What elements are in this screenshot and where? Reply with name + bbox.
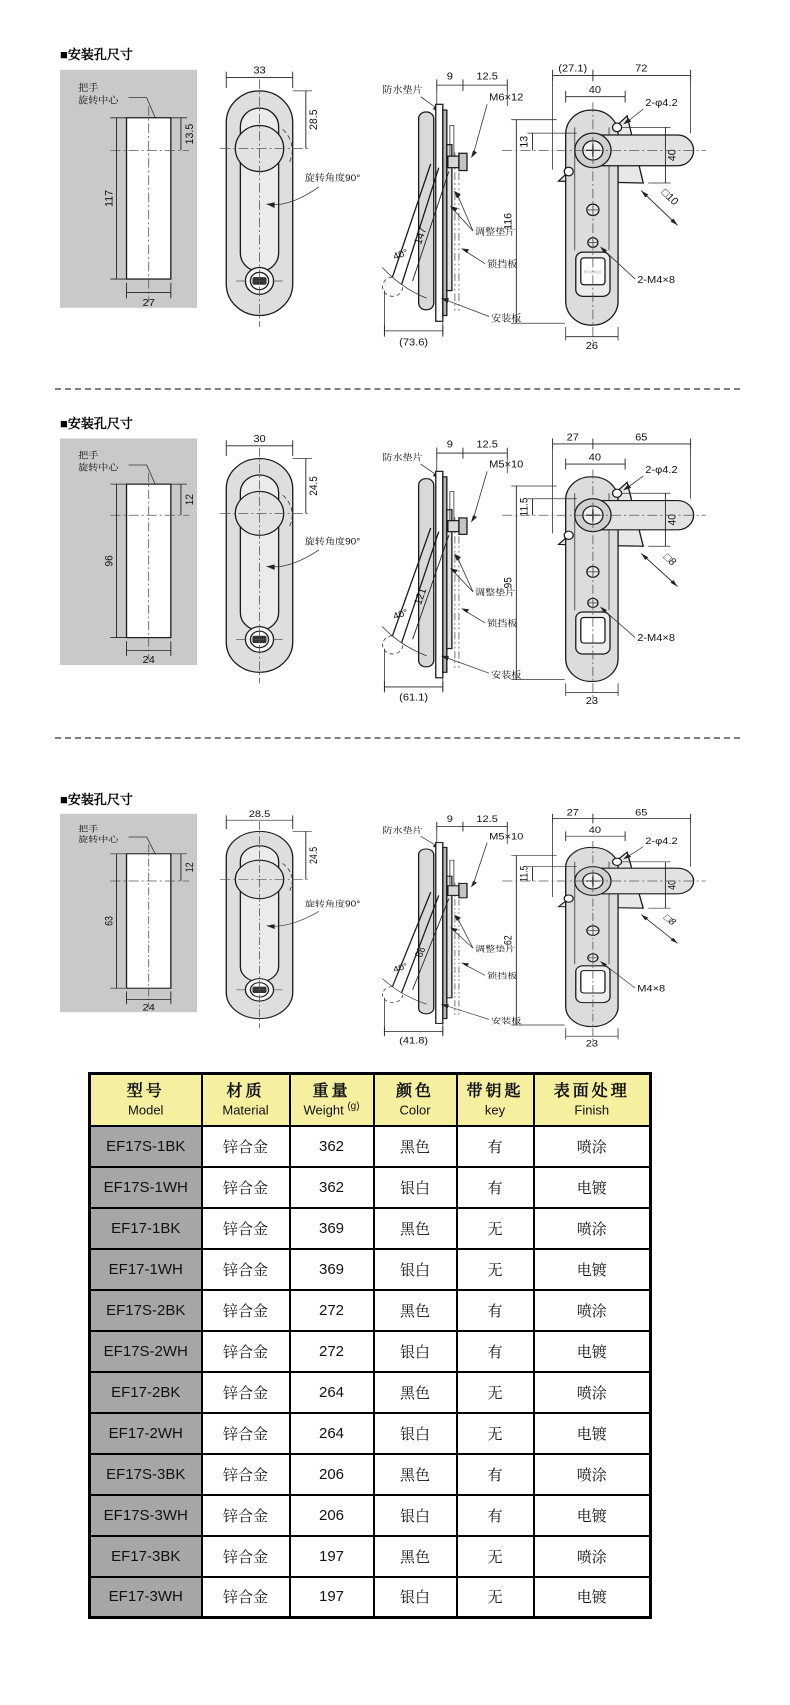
table-row <box>90 1290 651 1331</box>
dim-hole-height: 96 <box>103 555 116 567</box>
handle-center-label2: 旋转中心 <box>78 834 119 844</box>
square-shaft-label: □8 <box>660 913 679 928</box>
dimension-drawing <box>52 64 747 352</box>
side-view <box>382 439 523 703</box>
dim-right-span: 40 <box>666 514 679 526</box>
dim-handle-swing: 121 <box>411 586 430 607</box>
col-header-zh: 颜色 <box>395 1082 434 1100</box>
shim-label: 调整垫片 <box>475 944 516 954</box>
handle-center-label: 把手 <box>78 450 99 462</box>
drawing-section <box>52 413 747 707</box>
dim-protrusion: 12.5 <box>476 70 498 83</box>
rotation-angle-label: 旋转角度90° <box>304 899 361 909</box>
cell-weight: 362 <box>290 1167 374 1208</box>
cell-model: EF17-1WH <box>90 1249 202 1290</box>
dim-depth: 9 <box>446 70 453 83</box>
cell-model: EF17S-2BK <box>90 1290 202 1331</box>
dim-offset: (27.1) <box>558 64 588 75</box>
cell-material: 锌合金 <box>202 1249 290 1290</box>
dim-depth: 9 <box>446 814 453 825</box>
cell-material: 锌合金 <box>202 1290 290 1331</box>
screw-size-label: M5×10 <box>489 832 524 843</box>
shim-label: 调整垫片 <box>475 227 516 238</box>
cell-key: 有 <box>457 1454 534 1495</box>
cell-key: 无 <box>457 1372 534 1413</box>
cell-key: 无 <box>457 1249 534 1290</box>
cell-finish: 电镀 <box>534 1577 651 1618</box>
dim-front-width: 28.5 <box>248 809 271 820</box>
brand-logo: HAIHUI <box>584 269 602 275</box>
col-header-zh: 表面处理 <box>553 1082 630 1100</box>
cell-key: 无 <box>457 1577 534 1618</box>
mounting-plate-label: 安装板 <box>491 1016 522 1026</box>
cell-model: EF17S-1WH <box>90 1167 202 1208</box>
mounting-plate-label: 安装板 <box>491 313 522 325</box>
cell-model: EF17-1BK <box>90 1208 202 1249</box>
cell-material: 锌合金 <box>202 1126 290 1167</box>
door-plate <box>436 471 443 677</box>
spec-table-header <box>90 1074 651 1126</box>
hole-size-label: 2-φ4.2 <box>645 464 678 477</box>
cell-material: 锌合金 <box>202 1167 290 1208</box>
cell-weight: 272 <box>290 1331 374 1372</box>
dim-bottom-width: 26 <box>585 340 599 352</box>
cell-key: 有 <box>457 1290 534 1331</box>
cell-model: EF17-2WH <box>90 1413 202 1454</box>
dim-hole-width: 27 <box>142 297 155 309</box>
gasket-label: 防水垫片 <box>382 452 423 464</box>
table-row <box>90 1249 651 1290</box>
dim-inner-width: 40 <box>588 825 602 836</box>
col-header-zh: 带钥匙 <box>466 1082 524 1100</box>
cell-finish: 喷涂 <box>534 1536 651 1577</box>
screw-head <box>448 156 459 168</box>
rear-view <box>502 64 706 352</box>
dim-arm-length: 65 <box>635 809 648 819</box>
cell-model: EF17-3BK <box>90 1536 202 1577</box>
table-row <box>90 1413 651 1454</box>
screw-nut <box>459 518 467 534</box>
latch-plate-label: 锁挡板 <box>487 971 518 981</box>
col-header-zh: 材质 <box>226 1082 265 1100</box>
handle-center-label: 把手 <box>78 824 99 834</box>
shim-label: 调整垫片 <box>475 587 516 599</box>
rivet-hole-bottom <box>564 895 573 902</box>
col-header-en: Finish <box>574 1102 610 1118</box>
rivet-hole-bottom <box>564 167 573 176</box>
dim-offset: 27 <box>566 433 579 444</box>
screw-head <box>448 886 459 896</box>
table-row <box>90 1577 651 1618</box>
rivet-hole-top <box>613 489 622 497</box>
col-header-unit: (g) <box>347 1101 360 1113</box>
cell-material: 锌合金 <box>202 1495 290 1536</box>
mounting-hole-view <box>60 70 197 309</box>
col-header-zh: 重量 <box>312 1082 351 1100</box>
dim-arm-length: 65 <box>635 433 648 444</box>
rear-screw-label: M4×8 <box>637 984 666 995</box>
screw-size-label: M5×10 <box>489 459 524 471</box>
col-header-color <box>374 1074 457 1126</box>
rear-screw-label: 2-M4×8 <box>637 274 676 286</box>
handle-center-label2: 旋转中心 <box>78 95 119 107</box>
cell-color: 银白 <box>374 1577 457 1618</box>
cell-weight: 197 <box>290 1577 374 1618</box>
section-divider <box>55 737 740 739</box>
cell-weight: 206 <box>290 1454 374 1495</box>
cell-model: EF17S-2WH <box>90 1331 202 1372</box>
dim-inner-width: 40 <box>588 451 602 464</box>
spec-table-body <box>90 1126 651 1618</box>
cell-color: 银白 <box>374 1495 457 1536</box>
hole-size-label: 2-φ4.2 <box>645 837 678 847</box>
dim-handle-swing: 88 <box>413 946 429 959</box>
dim-bottom-width: 23 <box>585 1039 599 1049</box>
dimension-drawing <box>52 809 747 1049</box>
angle-label: 40° <box>391 247 410 263</box>
dim-protrusion: 12.5 <box>476 814 498 825</box>
cell-color: 黑色 <box>374 1454 457 1495</box>
cell-key: 无 <box>457 1413 534 1454</box>
cell-key: 有 <box>457 1495 534 1536</box>
cell-finish: 喷涂 <box>534 1454 651 1495</box>
dim-body-height: 95 <box>501 577 515 589</box>
drawing-section <box>52 789 747 1049</box>
dim-body-height: 62 <box>502 935 515 946</box>
dim-depth: 9 <box>446 439 453 451</box>
mounting-plate-label: 安装板 <box>491 670 522 681</box>
handle-side-profile <box>419 112 434 310</box>
rotation-angle-label: 旋转角度90° <box>304 536 361 548</box>
drawing-section <box>52 44 747 352</box>
table-row <box>90 1495 651 1536</box>
section-divider <box>55 388 740 390</box>
cell-material: 锌合金 <box>202 1372 290 1413</box>
cell-material: 锌合金 <box>202 1577 290 1618</box>
screw-size-label: M6×12 <box>489 91 524 104</box>
dim-hole-width: 24 <box>142 654 155 667</box>
door-plate <box>436 843 443 1024</box>
cell-finish: 电镀 <box>534 1249 651 1290</box>
cell-material: 锌合金 <box>202 1208 290 1249</box>
cell-key: 有 <box>457 1331 534 1372</box>
dimension-drawing <box>52 433 747 707</box>
cell-weight: 362 <box>290 1126 374 1167</box>
section-title: ■安装孔尺寸 <box>60 792 133 807</box>
screw-nut <box>459 883 467 897</box>
dim-front-top: 28.5 <box>307 109 320 130</box>
front-view <box>220 434 360 684</box>
dim-front-top: 24.5 <box>308 846 321 864</box>
table-row <box>90 1372 651 1413</box>
screw-nut <box>459 153 467 170</box>
cell-finish: 电镀 <box>534 1331 651 1372</box>
dim-hole-top: 12 <box>184 862 197 873</box>
square-shaft-label: □10 <box>658 186 681 208</box>
front-view <box>220 65 360 327</box>
cell-material: 锌合金 <box>202 1454 290 1495</box>
cell-color: 黑色 <box>374 1126 457 1167</box>
angle-label: 40° <box>391 607 410 622</box>
cell-weight: 264 <box>290 1372 374 1413</box>
col-header-finish <box>534 1074 651 1126</box>
rotation-angle-label: 旋转角度90° <box>304 173 361 185</box>
col-header-en: Color <box>399 1102 431 1118</box>
col-header-en: Weight <box>303 1102 344 1118</box>
col-header-weight <box>290 1074 374 1126</box>
cell-finish: 电镀 <box>534 1167 651 1208</box>
cell-model: EF17-3WH <box>90 1577 202 1618</box>
cell-key: 无 <box>457 1208 534 1249</box>
cell-finish: 喷涂 <box>534 1372 651 1413</box>
dim-handle-swing: 147 <box>412 225 430 247</box>
dim-total-depth: (61.1) <box>399 692 429 704</box>
side-view <box>382 71 523 349</box>
spec-table-grid <box>88 1072 652 1619</box>
cell-color: 黑色 <box>374 1536 457 1577</box>
dim-front-width: 30 <box>253 433 266 445</box>
cell-color: 银白 <box>374 1249 457 1290</box>
cell-material: 锌合金 <box>202 1331 290 1372</box>
handle-center-label2: 旋转中心 <box>78 462 119 474</box>
cell-color: 黑色 <box>374 1290 457 1331</box>
col-header-material <box>202 1074 290 1126</box>
cell-finish: 喷涂 <box>534 1126 651 1167</box>
side-view <box>382 815 523 1046</box>
cell-weight: 197 <box>290 1536 374 1577</box>
col-header-en: Material <box>222 1102 269 1118</box>
cell-finish: 电镀 <box>534 1413 651 1454</box>
cell-weight: 206 <box>290 1495 374 1536</box>
cell-material: 锌合金 <box>202 1413 290 1454</box>
dim-total-depth: (73.6) <box>399 336 429 349</box>
handle-side-profile <box>419 479 434 667</box>
dim-hole-height: 117 <box>103 189 116 207</box>
cell-key: 无 <box>457 1536 534 1577</box>
cell-weight: 272 <box>290 1290 374 1331</box>
cell-color: 黑色 <box>374 1208 457 1249</box>
gasket-label: 防水垫片 <box>382 84 423 96</box>
cell-model: EF17-2BK <box>90 1372 202 1413</box>
cell-finish: 喷涂 <box>534 1208 651 1249</box>
dim-hole-width: 24 <box>142 1003 155 1014</box>
dim-hole-top: 13.5 <box>183 123 197 145</box>
rivet-hole-top <box>613 123 622 132</box>
dim-offset: 27 <box>566 809 579 819</box>
col-header-key <box>457 1074 534 1126</box>
table-row <box>90 1331 651 1372</box>
section-title: ■安装孔尺寸 <box>60 416 133 431</box>
dim-right-span: 40 <box>666 149 679 162</box>
screw-head <box>448 521 459 532</box>
table-row <box>90 1126 651 1167</box>
dim-hole-top: 12 <box>183 494 197 506</box>
mounting-hole-view <box>60 438 197 666</box>
cell-weight: 264 <box>290 1413 374 1454</box>
cell-color: 银白 <box>374 1331 457 1372</box>
cell-key: 有 <box>457 1126 534 1167</box>
table-row <box>90 1167 651 1208</box>
mounting-hole-view <box>60 814 197 1013</box>
gasket-label: 防水垫片 <box>382 825 423 835</box>
dim-body-height: 116 <box>502 213 515 230</box>
cell-finish: 电镀 <box>534 1495 651 1536</box>
cell-model: EF17S-3BK <box>90 1454 202 1495</box>
cell-weight: 369 <box>290 1208 374 1249</box>
col-header-en: key <box>484 1102 506 1118</box>
dim-arm-length: 72 <box>635 64 648 75</box>
dim-inner-width: 40 <box>588 84 602 96</box>
table-row <box>90 1536 651 1577</box>
rear-view <box>502 809 705 1049</box>
rear-screw-label: 2-M4×8 <box>637 632 676 645</box>
front-view <box>220 810 360 1028</box>
spec-table <box>88 1072 649 1619</box>
dim-right-span: 40 <box>666 880 679 890</box>
rivet-hole-top <box>613 858 622 865</box>
latch-plate-label: 锁挡板 <box>487 619 518 630</box>
cell-model: EF17S-3WH <box>90 1495 202 1536</box>
cell-weight: 369 <box>290 1249 374 1290</box>
dim-arm-offset: 11.5 <box>518 865 531 883</box>
rear-view <box>502 433 706 707</box>
dim-arm-offset: 13 <box>518 135 531 148</box>
handle-side-profile <box>419 849 434 1014</box>
door-plate <box>436 104 443 321</box>
latch-plate-label: 锁挡板 <box>487 259 518 271</box>
cell-color: 银白 <box>374 1167 457 1208</box>
table-row <box>90 1454 651 1495</box>
cell-color: 黑色 <box>374 1372 457 1413</box>
dim-arm-offset: 11.5 <box>517 497 531 517</box>
handle-center-label: 把手 <box>78 83 99 94</box>
dim-bottom-width: 23 <box>585 695 599 707</box>
cell-material: 锌合金 <box>202 1536 290 1577</box>
cell-color: 银白 <box>374 1413 457 1454</box>
angle-label: 40° <box>391 961 410 974</box>
dim-front-top: 24.5 <box>307 476 321 496</box>
dim-total-depth: (41.8) <box>399 1036 429 1047</box>
dim-hole-height: 63 <box>103 916 116 926</box>
col-header-model <box>90 1074 202 1126</box>
section-title: ■安装孔尺寸 <box>60 47 133 62</box>
rivet-hole-bottom <box>564 531 573 539</box>
col-header-en: Model <box>128 1102 164 1118</box>
hole-size-label: 2-φ4.2 <box>645 97 678 110</box>
cell-model: EF17S-1BK <box>90 1126 202 1167</box>
dim-front-width: 33 <box>253 64 266 77</box>
cell-key: 有 <box>457 1167 534 1208</box>
table-row <box>90 1208 651 1249</box>
square-shaft-label: □8 <box>660 551 679 568</box>
dim-protrusion: 12.5 <box>476 439 498 451</box>
cell-finish: 喷涂 <box>534 1290 651 1331</box>
col-header-zh: 型号 <box>126 1082 165 1100</box>
